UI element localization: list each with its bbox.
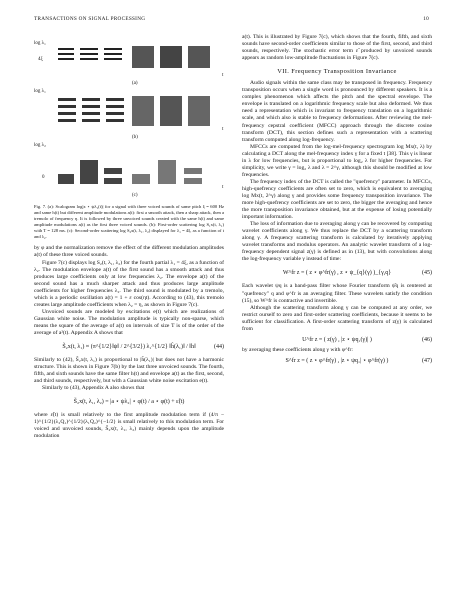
paragraph: Figure 7(c) displays log S₂(t, λ₁, λ₂) for the fourth partial λ₁ = 4ξ, as a function of λ₂. The modulation envelope a(t) of the first sound has a smooth attack and thus produces large coefficients only at low frequencies λ₂. The envelope a(t) of the second sound has a much sharper attack and thus produces large amplitude coefficients for higher frequencies λ₂. The third sound is modulated by a tremolo, which is a periodic oscillation a(t) = 1 + ε cos(ηt). According to (43), this tremolo creates large amplitude coefficients when λ₂ = η, as shown in Figure 7(c). <box>34 259 224 308</box>
panel-c-tag: (c) <box>132 193 138 198</box>
paragraph: MFCCs are computed from the log-mel-frequency spectrogram log Mx(t, λ) by calculating a DCT along the mel-frequency index γ for a fixed t [38]. This γ is linear in λ for low frequencies, but is proportional to log₂ λ for higher frequencies. For simplicity, we write γ = log₂ λ and λ = 2^γ, although this should be modified at low frequencies. <box>242 143 432 178</box>
equation-body: S̃₂x(t, λ₁) ≈ (π^{1/2}‖ψ‖ / 2^{3/2}) λ₁^{1/2} ‖ĥ(λ₁)‖ / ‖h‖ <box>62 344 196 351</box>
paragraph: Each wavelet ψq is a band-pass filter whose Fourier transform ψ̂q is centered at "quefrency" q and φ^fr is an averaging filter. These wavelets satisfy the condition (15), so W^fr is contractive and invertible. <box>242 283 432 304</box>
left-column <box>34 34 224 440</box>
paragraph: Similarly to (42), S̃₂x(t, λ₁) is proportional to |ĥ(λ₁)| but does not have a harmonic structure. This is shown in Figure 7(b) by the last three unvoiced sounds. The fourth, fifth, and sixth sounds have the same filter h(t) and envelope a(t) as the first, second, and third sounds, respectively, but with a Gaussian white noise excitation e(t). <box>34 357 224 385</box>
equation-45a <box>34 392 224 412</box>
equation-number: (45) <box>422 270 432 277</box>
paragraph: by φ and the normalization remove the effect of the different modulation amplitudes a(t) of these three voiced sounds. <box>34 245 224 259</box>
paragraph: The loss of information due to averaging along γ can be recovered by computing wavelet coefficients along γ. We thus replace the DCT by a scattering transform along γ. A frequency scattering transform is calculated by iteratively applying wavelet transforms and modulus operators. An analytic wavelet transform of a log-frequency dependent signal z(γ) is defined as in (13), but with convolutions along the log-frequency variable γ instead of time: <box>242 221 432 263</box>
paragraph: Audio signals within the same class may be transposed in frequency. Frequency transposition occurs when a single word is pronounced by different speakers. It is a complex phenomenon which affects the pitch and the spectral envelope. The envelope is translated on a logarithmic frequency scale but also deformed. We thus need a representation which is invariant to frequency translation on a logarithmic scale, and which also is stable to frequency deformations. After reviewing the mel-frequency cepstral coefficient (MFCC) approach through the discrete cosine transform (DCT), this section defines such a representation with a scattering transform computed along log-frequency. <box>242 80 432 143</box>
paragraph: a(t). This is illustrated by Figure 7(c), which shows that the fourth, fifth, and sixth sounds have second-order coefficients similar to those of the first, second, and third sounds, respectively. The stochastic error term ε̃ produced by unvoiced sounds appears as random low-amplitude fluctuations in Figure 7(c). <box>242 34 432 62</box>
equation-body: S̃₂x(t, λ₁, λ₂) = |a ⋆ ψλ₂| ⋆ φ(t) / a ⋆ φ(t) + ε̃(t) <box>73 399 185 406</box>
figure-7 <box>34 34 224 222</box>
panel-a-scalogram <box>54 44 222 78</box>
panel-b-xlabel: t <box>222 127 224 132</box>
panel-a-tick: 4ξ <box>38 57 43 62</box>
page-header <box>34 16 429 26</box>
panel-a-xlabel: t <box>222 73 224 78</box>
panel-b-scattering <box>54 94 222 130</box>
equation-number: (47) <box>422 357 432 364</box>
equation-body: W^fr z = ( z ⋆ φ^fr(γ) , z ⋆ ψ_{q}(γ) )_{γ,q} <box>282 270 392 277</box>
paragraph: Unvoiced sounds are modeled by excitations e(t) which are realizations of Gaussian white noise. The modulation amplitude is typically non-sparse, which means the square of the average of a(t) on intervals of size T is of the order of the average of a²(t). Appendix A shows that <box>34 308 224 336</box>
equation-47 <box>242 354 432 368</box>
paragraph: Similarly to (43), Appendix A also shows that <box>42 385 145 392</box>
panel-c-ylabel: log λ₂ <box>34 143 46 148</box>
paragraph: where ε̃(t) is small relatively to the first amplitude modulation term if (4/π − 1)^{1/2}(λ₂Q₁)^{1/2}(λ₁Q₂)^{−1/2} is small relatively to this modulation term. For voiced and unvoiced sounds, S̃₂x(t, λ₁, λ₂) mainly depends upon the amplitude modulation <box>34 412 224 440</box>
figure-caption: Fig. 7. (a): Scalogram log|x ⋆ ψλ₁(t)| for a signal with three voiced sounds of same pitch ξ = 600 Hz and same h(t) but different amplitude modulations a(t): first a smooth attack, then a sharp attack, then a tremolo of frequency η. It is followed by three unvoiced sounds created with the same h(t) and same amplitude modulations a(t) as the first three voiced sounds. (b): First-order scattering log S₁x(t, λ₁) with T = 128 ms. (c): Second-order scattering log S₂x(t, λ₁, λ₂) displayed for λ₁ = 4ξ, as a function of t and λ₂. <box>34 204 224 239</box>
journal-title: TRANSACTIONS ON SIGNAL PROCESSING <box>34 16 146 22</box>
panel-c-second-order <box>54 148 222 188</box>
panel-a-ylabel: log λ₁ <box>34 41 46 46</box>
right-column <box>242 34 432 368</box>
equation-number: (46) <box>422 336 432 343</box>
page-number: 10 <box>423 16 429 22</box>
equation-45 <box>242 263 432 283</box>
paragraph: Although the scattering transform along γ can be computed at any order, we restrict ourself to zero and first-order scattering coefficients, because it seems to be sufficient for classification. A first-order scattering transform of z(γ) is calculated from <box>242 304 432 332</box>
equation-body: U^fr z = ( z(γ) , |z ⋆ ψq₁(γ)| ) <box>302 336 372 343</box>
paragraph: The frequency index of the DCT is called the "quefrency" parameter. In MFCCs, high-quefrency coefficients are often set to zero, which is equivalent to averaging log Mx(t, 2^γ) along γ and provides some frequency transposition invariance. The more high-quefrency coefficients are set to zero, the bigger the averaging and hence the more transposition invariance obtained, but at the expense of losing potentially important information. <box>242 178 432 221</box>
panel-c-xlabel: t <box>222 185 224 190</box>
equation-number: (44) <box>214 344 224 351</box>
panel-a-tag: (a) <box>132 81 138 86</box>
equation-44 <box>34 337 224 357</box>
panel-b-tag: (b) <box>132 135 138 140</box>
equation-body: S^fr z = ( z ⋆ φ^fr(γ) , |z ⋆ ψq₁| ⋆ φ^fr(γ) ) <box>285 357 389 364</box>
paragraph: by averaging these coefficients along γ with φ^fr: <box>242 346 353 353</box>
section-heading: VII. Frequency Transposition Invariance <box>277 68 397 76</box>
panel-c-tick: 0 <box>42 175 45 180</box>
equation-46 <box>242 333 432 347</box>
panel-b-ylabel: log λ₁ <box>34 89 46 94</box>
